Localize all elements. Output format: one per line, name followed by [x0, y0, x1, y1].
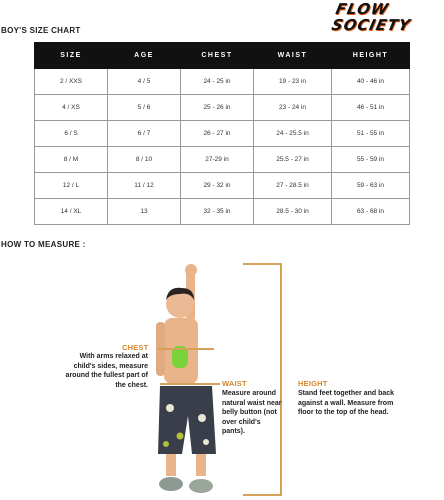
cell-height: 63 - 68 in	[332, 199, 410, 225]
cell-size: 4 / XS	[35, 95, 108, 121]
cell-waist: 27 - 28.5 in	[254, 173, 332, 199]
cell-height: 55 - 59 in	[332, 147, 410, 173]
cell-height: 46 - 51 in	[332, 95, 410, 121]
cell-chest: 27-29 in	[181, 147, 254, 173]
cell-size: 8 / M	[35, 147, 108, 173]
cell-height: 51 - 55 in	[332, 121, 410, 147]
brand-logo	[332, 0, 440, 36]
waist-instructions: Measure around natural waist near belly button (not over child's pants).	[222, 390, 282, 435]
height-bracket-top	[243, 263, 282, 265]
chart-title: BOY'S SIZE CHART	[1, 26, 81, 35]
brand-logo-line1: FLOW	[334, 0, 391, 18]
cell-waist: 19 - 23 in	[254, 69, 332, 95]
height-instructions: Stand feet together and back against a wall. Measure from floor to the top of the head.	[298, 390, 395, 416]
cell-chest: 25 - 26 in	[181, 95, 254, 121]
column-header-waist: WAIST	[254, 43, 332, 69]
table-row	[35, 95, 410, 121]
table-row	[35, 173, 410, 199]
column-header-height: HEIGHT	[332, 43, 410, 69]
cell-size: 14 / XL	[35, 199, 108, 225]
cell-waist: 23 - 24 in	[254, 95, 332, 121]
height-label: HEIGHT	[298, 379, 328, 388]
cell-waist: 25.5 - 27 in	[254, 147, 332, 173]
cell-chest: 32 - 35 in	[181, 199, 254, 225]
size-chart-table	[34, 42, 410, 225]
cell-size: 6 / S	[35, 121, 108, 147]
waist-measure-line	[160, 383, 220, 385]
cell-waist: 24 - 25.5 in	[254, 121, 332, 147]
height-bracket-bottom	[243, 494, 282, 496]
table-row	[35, 199, 410, 225]
cell-waist: 28.5 - 30 in	[254, 199, 332, 225]
cell-age: 13	[108, 199, 181, 225]
chest-label: CHEST	[122, 343, 149, 352]
column-header-chest: CHEST	[181, 43, 254, 69]
how-to-measure-title: HOW TO MEASURE :	[1, 240, 86, 249]
waist-label: WAIST	[222, 379, 247, 388]
cell-age: 6 / 7	[108, 121, 181, 147]
table-header-row	[35, 43, 410, 69]
table-row	[35, 69, 410, 95]
height-bracket	[280, 263, 282, 496]
cell-height: 40 - 46 in	[332, 69, 410, 95]
child-photo	[150, 258, 230, 498]
chest-instructions: With arms relaxed at child's sides, measure around the fullest part of the chest.	[65, 353, 148, 389]
cell-age: 8 / 10	[108, 147, 181, 173]
cell-chest: 26 - 27 in	[181, 121, 254, 147]
cell-size: 12 / L	[35, 173, 108, 199]
cell-size: 2 / XXS	[35, 69, 108, 95]
table-row	[35, 147, 410, 173]
cell-age: 11 / 12	[108, 173, 181, 199]
cell-chest: 24 - 25 in	[181, 69, 254, 95]
table-row	[35, 121, 410, 147]
cell-age: 5 / 6	[108, 95, 181, 121]
column-header-size: SIZE	[35, 43, 108, 69]
cell-height: 59 - 63 in	[332, 173, 410, 199]
column-header-age: AGE	[108, 43, 181, 69]
brand-logo-line2: SOCIETY	[330, 16, 413, 34]
cell-chest: 29 - 32 in	[181, 173, 254, 199]
chest-measure-line	[158, 348, 214, 350]
cell-age: 4 / 5	[108, 69, 181, 95]
